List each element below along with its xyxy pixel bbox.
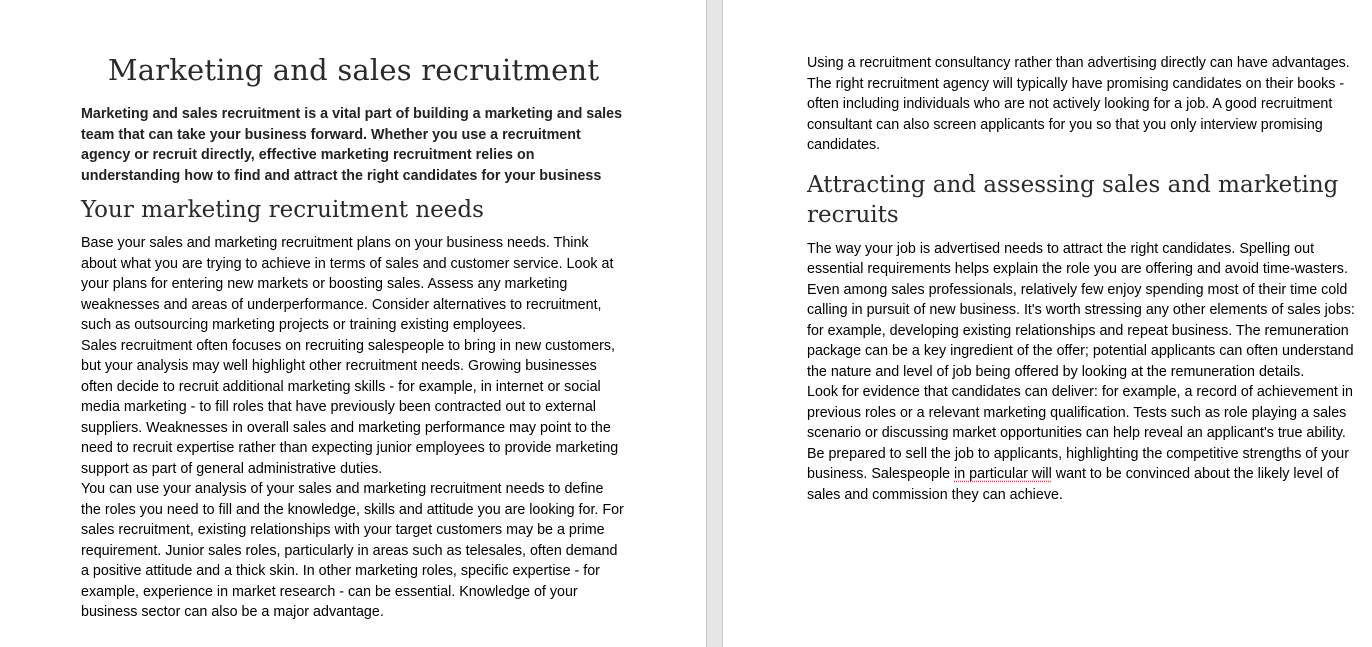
page-gutter [706,0,723,647]
text-run: Be prepared to sell the job to applicants, highlighting the competitive strengths of your business. Salespeople [807,445,1350,482]
body-paragraph: Sales recruitment often focuses on recruiting salespeople to bring in new customers, but your analysis may well highlight other recruitment needs. Growing businesses often decide to recruit additional marketing skills - for example, in internet or social media marketing - to fill roles that have previously been contracted out to external suppliers. Weaknesses in overall sales and marketing performance may point to the need to recruit expertise rather than expecting junior employees to provide marketing support as part of general administrative duties. [81,337,619,477]
body-paragraph: Using a recruitment consultancy rather than advertising directly can have advantages. The right recruitment agency will typically have promising candidates on their books - often including individuals who are not actively looking for a job. A good recruitment consultant can also screen applicants for you so that you only interview promising candidates. [807,55,1350,153]
document-page-right[interactable] [723,0,1372,647]
heading-marketing-recruitment-needs: Your marketing recruitment needs [81,197,484,223]
page-right-content [807,53,1355,505]
heading-attracting-assessing: Attracting and assessing sales and marketing recruits [807,171,1339,228]
text-run: want to be convinced about the likely level of sales and commission they can achieve. [807,466,1339,503]
intro-paragraph: Marketing and sales recruitment is a vital part of building a marketing and sales team that can take your business forward. Whether you use a recruitment agency or recruit directly, effective marketing recruitment relies on understanding how to find and attract the right candidates for your business [81,106,623,184]
body-paragraph: Even among sales professionals, relatively few enjoy spending most of their time cold calling in pursuit of new business. It's worth stressing any other elements of sales jobs: for example, developing existing relationships and repeat business. The remuneration package can be a key ingredient of the offer; potential applicants can often understand the nature and level of job being offered by looking at the remuneration details. [807,281,1355,380]
body-paragraph-last [807,444,1355,506]
document-title: Marketing and sales recruitment [107,53,600,87]
body-paragraph: Base your sales and marketing recruitment plans on your business needs. Think about what you are trying to achieve in terms of sales and customer service. Look at your plans for entering new markets or boosting sales. Assess any marketing weaknesses and areas of underperformance. Consider alternatives to recruitment, such as outsourcing marketing projects or training existing employees. [81,235,614,333]
body-paragraph: You can use your analysis of your sales and marketing recruitment needs to define the roles you need to fill and the knowledge, skills and attitude you are looking for. For sales recruitment, existing relationships with your target customers may be a prime requirement. Junior sales roles, particularly in areas such as telesales, often demand a positive attitude and a thick skin. In other marketing roles, specific expertise - for example, experience in market research - can be essential. Knowledge of your business sector can also be a major advantage. [81,481,624,620]
body-paragraph: The way your job is advertised needs to attract the right candidates. Spelling out essential requirements helps explain the role you are offering and avoid time-wasters. [807,240,1348,277]
page-left-content [81,50,626,623]
grammar-flagged-text[interactable]: in particular will [954,466,1052,482]
body-paragraph: Look for evidence that candidates can deliver: for example, a record of achievement in previous roles or a relevant marketing qualification. Tests such as role playing a sales scenario or discussing market opportunities can help reveal an applicant's true ability. [807,384,1353,441]
